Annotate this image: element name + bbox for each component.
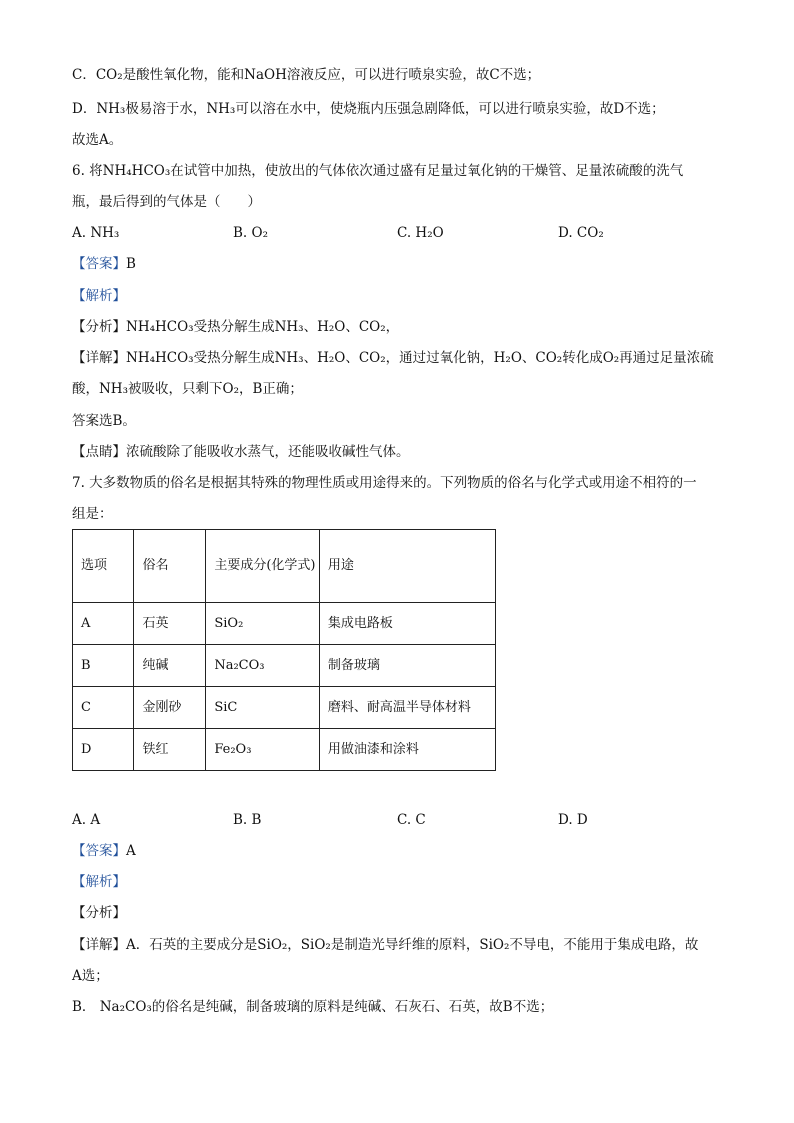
table-cell: B bbox=[73, 645, 134, 687]
q7-fenxi bbox=[72, 904, 126, 922]
fenxi-tag: 【分析】 bbox=[72, 905, 126, 921]
question-6-stem: 瓶，最后得到的气体是（ ） bbox=[72, 194, 261, 210]
text-line: D．NH₃极易溶于水，NH₃可以溶在水中，使烧瓶内压强急剧降低，可以进行喷泉实验，故D不选； bbox=[72, 101, 665, 117]
table-cell: Na₂CO₃ bbox=[206, 645, 320, 687]
table-cell: 石英 bbox=[134, 603, 206, 645]
text-line: C．CO₂是酸性氧化物，能和NaOH溶液反应，可以进行喷泉实验，故C不选； bbox=[72, 67, 541, 83]
substance-table bbox=[72, 529, 496, 771]
q7-option-d: D. D bbox=[558, 812, 588, 828]
q6-option-a: A. NH₃ bbox=[72, 225, 120, 241]
answer-tag: 【答案】 bbox=[72, 256, 126, 272]
q6-option-d: D. CO₂ bbox=[558, 225, 604, 241]
text-line: B． Na₂CO₃的俗名是纯碱，制备玻璃的原料是纯碱、石灰石、石英，故B不选； bbox=[72, 999, 554, 1015]
q7-option-c: C. C bbox=[397, 812, 426, 828]
jiexi-tag: 【解析】 bbox=[72, 288, 126, 304]
q6-option-c: C. H₂O bbox=[397, 225, 444, 241]
q7-xiangjie bbox=[72, 936, 698, 954]
table-header-row bbox=[73, 530, 496, 603]
table-row bbox=[73, 729, 496, 771]
table-cell: SiC bbox=[206, 687, 320, 729]
table-cell: 集成电路板 bbox=[319, 603, 495, 645]
jiexi-tag: 【解析】 bbox=[72, 874, 126, 890]
fenxi-tag: 【分析】 bbox=[72, 319, 126, 335]
q6-xiangjie bbox=[72, 349, 714, 367]
table-cell: 铁红 bbox=[134, 729, 206, 771]
table-header-cell: 主要成分(化学式) bbox=[206, 530, 320, 603]
q6-option-b: B. O₂ bbox=[233, 225, 268, 241]
table-cell: 金刚砂 bbox=[134, 687, 206, 729]
question-7-stem: 组是： bbox=[72, 506, 113, 522]
text-line: 故选A。 bbox=[72, 132, 123, 148]
question-7-stem: 7. 大多数物质的俗名是根据其特殊的物理性质或用途得来的。下列物质的俗名与化学式或用途不相符的一 bbox=[72, 475, 697, 491]
table-header-cell: 俗名 bbox=[134, 530, 206, 603]
table-cell: Fe₂O₃ bbox=[206, 729, 320, 771]
xiangjie-text: NH₄HCO₃受热分解生成NH₃、H₂O、CO₂，通过过氧化钠，H₂O、CO₂转化成O₂再通过足量浓硫 bbox=[126, 350, 714, 366]
table-cell: 磨料、耐高温半导体材料 bbox=[319, 687, 495, 729]
table-cell: 制备玻璃 bbox=[319, 645, 495, 687]
question-6-stem: 6. 将NH₄HCO₃在试管中加热，使放出的气体依次通过盛有足量过氧化钠的干燥管、足量浓硫酸的洗气 bbox=[72, 163, 684, 179]
table-row bbox=[73, 645, 496, 687]
table-cell: D bbox=[73, 729, 134, 771]
table-row bbox=[73, 603, 496, 645]
xiangjie-tag: 【详解】 bbox=[72, 350, 126, 366]
text-line: 酸，NH₃被吸收，只剩下O₂，B正确； bbox=[72, 381, 303, 397]
q7-answer bbox=[72, 842, 136, 860]
dianjing-text: 浓硫酸除了能吸收水蒸气，还能吸收碱性气体。 bbox=[126, 444, 410, 460]
table-header-cell: 选项 bbox=[73, 530, 134, 603]
q7-jiexi bbox=[72, 873, 126, 891]
answer-tag: 【答案】 bbox=[72, 843, 126, 859]
q7-option-b: B. B bbox=[233, 812, 262, 828]
text-line: A选； bbox=[72, 968, 109, 984]
q6-jiexi bbox=[72, 287, 126, 305]
q7-option-a: A. A bbox=[72, 812, 101, 828]
answer-value: B bbox=[126, 256, 136, 272]
table-cell: A bbox=[73, 603, 134, 645]
xiangjie-tag: 【详解】 bbox=[72, 937, 126, 953]
xiangjie-text: A．石英的主要成分是SiO₂，SiO₂是制造光导纤维的原料，SiO₂不导电，不能用于集成电路，故 bbox=[126, 937, 699, 953]
q6-fenxi bbox=[72, 318, 399, 336]
answer-value: A bbox=[126, 843, 136, 859]
fenxi-text: NH₄HCO₃受热分解生成NH₃、H₂O、CO₂， bbox=[126, 319, 400, 335]
table-cell: 用做油漆和涂料 bbox=[319, 729, 495, 771]
table-cell: 纯碱 bbox=[134, 645, 206, 687]
text-line: 答案选B。 bbox=[72, 413, 136, 429]
table-cell: SiO₂ bbox=[206, 603, 320, 645]
q6-dianjing bbox=[72, 443, 410, 461]
table-cell: C bbox=[73, 687, 134, 729]
dianjing-tag: 【点睛】 bbox=[72, 444, 126, 460]
table-row bbox=[73, 687, 496, 729]
q6-answer bbox=[72, 255, 136, 273]
table-header-cell: 用途 bbox=[319, 530, 495, 603]
